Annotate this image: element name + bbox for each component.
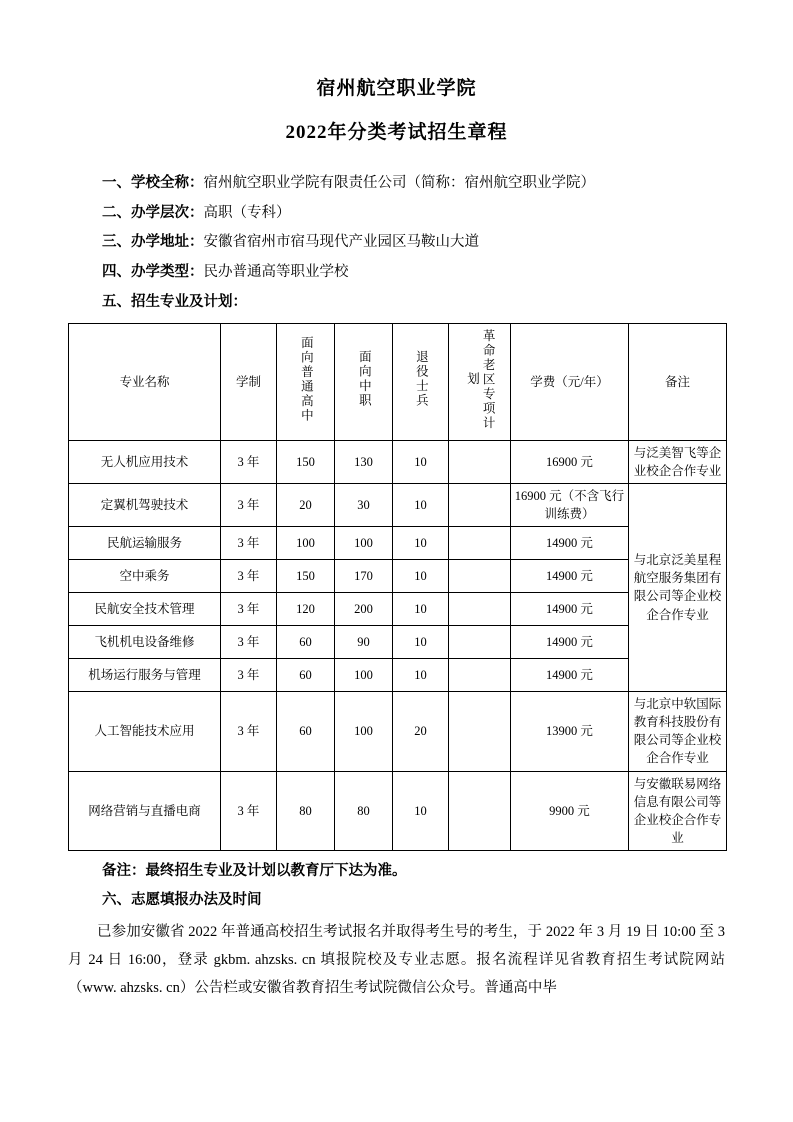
info-value: 宿州航空职业学院有限责任公司（简称：宿州航空职业学院） bbox=[203, 174, 595, 191]
table-header-row bbox=[69, 324, 727, 440]
cell-length: 3 年 bbox=[221, 626, 277, 659]
cell-revolutionary bbox=[449, 626, 511, 659]
header-general-high bbox=[277, 324, 335, 440]
cell-veteran: 10 bbox=[393, 483, 449, 526]
cell-length: 3 年 bbox=[221, 692, 277, 772]
header-revolutionary bbox=[449, 324, 511, 440]
cell-general-high: 120 bbox=[277, 593, 335, 626]
info-line-type bbox=[68, 258, 725, 288]
cell-revolutionary bbox=[449, 593, 511, 626]
header-veteran bbox=[393, 324, 449, 440]
section-six-paragraph: 已参加安徽省 2022 年普通高校招生考试报名并取得考生号的考生，于 2022 年 3 月 19 日 10:00 至 3 月 24 日 16:00，登录 gkbm. ahzsks. cn 填报院校及专业志愿。报名流程详见省教育招生考试院网站（www. ahzsks. cn）公告栏或安徽省教育招生考试院微信公众号。普通高中毕 bbox=[68, 923, 725, 997]
cell-vocational: 170 bbox=[335, 560, 393, 593]
cell-revolutionary bbox=[449, 659, 511, 692]
header-text: 革命老区专项计划 bbox=[465, 328, 496, 431]
cell-revolutionary bbox=[449, 527, 511, 560]
header-text: 面向中职 bbox=[357, 350, 372, 409]
cell-veteran: 10 bbox=[393, 440, 449, 483]
cell-length: 3 年 bbox=[221, 440, 277, 483]
cell-fee: 14900 元 bbox=[511, 527, 629, 560]
cell-veteran: 10 bbox=[393, 659, 449, 692]
table-row bbox=[69, 440, 727, 483]
cell-major: 飞机机电设备维修 bbox=[69, 626, 221, 659]
cell-major: 民航运输服务 bbox=[69, 527, 221, 560]
cell-revolutionary bbox=[449, 692, 511, 772]
header-text: 学费（元/年） bbox=[530, 374, 609, 389]
cell-length: 3 年 bbox=[221, 659, 277, 692]
info-value: 高职（专科） bbox=[203, 204, 291, 221]
cell-major: 网络营销与直播电商 bbox=[69, 771, 221, 851]
cell-fee: 14900 元 bbox=[511, 560, 629, 593]
cell-fee: 14900 元 bbox=[511, 593, 629, 626]
cell-fee: 9900 元 bbox=[511, 771, 629, 851]
cell-veteran: 10 bbox=[393, 593, 449, 626]
header-text: 专业名称 bbox=[119, 374, 170, 389]
cell-general-high: 150 bbox=[277, 440, 335, 483]
cell-length: 3 年 bbox=[221, 593, 277, 626]
cell-vocational: 100 bbox=[335, 692, 393, 772]
cell-revolutionary bbox=[449, 560, 511, 593]
cell-length: 3 年 bbox=[221, 483, 277, 526]
info-line-address bbox=[68, 228, 725, 258]
cell-general-high: 150 bbox=[277, 560, 335, 593]
cell-revolutionary bbox=[449, 440, 511, 483]
cell-vocational: 90 bbox=[335, 626, 393, 659]
info-label: 一、学校全称： bbox=[102, 174, 204, 191]
info-line-level bbox=[68, 199, 725, 229]
cell-major: 定翼机驾驶技术 bbox=[69, 483, 221, 526]
cell-fee: 16900 元（不含飞行训练费） bbox=[511, 483, 629, 526]
info-label: 四、办学类型： bbox=[102, 263, 204, 280]
admission-plan-table bbox=[68, 323, 727, 851]
cell-general-high: 60 bbox=[277, 626, 335, 659]
header-length bbox=[221, 324, 277, 440]
header-vocational bbox=[335, 324, 393, 440]
cell-major: 无人机应用技术 bbox=[69, 440, 221, 483]
info-value: 安徽省宿州市宿马现代产业园区马鞍山大道 bbox=[203, 234, 479, 251]
info-label: 三、办学地址： bbox=[102, 234, 204, 251]
table-note: 备注：最终招生专业及计划以教育厅下达为准。 bbox=[102, 863, 407, 879]
cell-veteran: 10 bbox=[393, 626, 449, 659]
cell-fee: 16900 元 bbox=[511, 440, 629, 483]
table-row bbox=[69, 483, 727, 526]
cell-vocational: 200 bbox=[335, 593, 393, 626]
cell-revolutionary bbox=[449, 483, 511, 526]
cell-remark: 与安徽联易网络信息有限公司等企业校企合作专业 bbox=[629, 771, 727, 851]
header-text: 备注 bbox=[664, 374, 690, 389]
cell-fee: 13900 元 bbox=[511, 692, 629, 772]
header-remark bbox=[629, 324, 727, 440]
cell-remark: 与泛美智飞等企业校企合作专业 bbox=[629, 440, 727, 483]
table-row bbox=[69, 771, 727, 851]
header-text: 面向普通高中 bbox=[299, 335, 314, 423]
header-fee bbox=[511, 324, 629, 440]
cell-general-high: 60 bbox=[277, 692, 335, 772]
cell-vocational: 100 bbox=[335, 527, 393, 560]
cell-general-high: 60 bbox=[277, 659, 335, 692]
cell-revolutionary bbox=[449, 771, 511, 851]
cell-remark: 与北京泛美星程航空服务集团有限公司等企业校企合作专业 bbox=[629, 483, 727, 691]
cell-veteran: 10 bbox=[393, 771, 449, 851]
table-row bbox=[69, 527, 727, 560]
table-row bbox=[69, 593, 727, 626]
cell-major: 民航安全技术管理 bbox=[69, 593, 221, 626]
info-label: 二、办学层次： bbox=[102, 204, 204, 221]
header-text: 学制 bbox=[235, 374, 261, 389]
section-heading-six: 六、志愿填报办法及时间 bbox=[102, 892, 262, 908]
cell-veteran: 10 bbox=[393, 560, 449, 593]
table-row bbox=[69, 560, 727, 593]
cell-general-high: 80 bbox=[277, 771, 335, 851]
info-line-full-name bbox=[68, 169, 725, 199]
info-value: 民办普通高等职业学校 bbox=[203, 263, 349, 280]
cell-vocational: 30 bbox=[335, 483, 393, 526]
cell-remark: 与北京中软国际教育科技股份有限公司等企业校企合作专业 bbox=[629, 692, 727, 772]
page-title: 宿州航空职业学院 bbox=[316, 78, 477, 99]
header-text: 退役士兵 bbox=[414, 350, 429, 409]
cell-major: 机场运行服务与管理 bbox=[69, 659, 221, 692]
table-row bbox=[69, 692, 727, 772]
header-major bbox=[69, 324, 221, 440]
cell-general-high: 100 bbox=[277, 527, 335, 560]
cell-length: 3 年 bbox=[221, 527, 277, 560]
page-subtitle: 2022年分类考试招生章程 bbox=[285, 122, 508, 144]
table-row bbox=[69, 659, 727, 692]
cell-vocational: 130 bbox=[335, 440, 393, 483]
cell-veteran: 20 bbox=[393, 692, 449, 772]
section-heading-five: 五、招生专业及计划： bbox=[102, 293, 247, 310]
cell-fee: 14900 元 bbox=[511, 626, 629, 659]
cell-veteran: 10 bbox=[393, 527, 449, 560]
table-row bbox=[69, 626, 727, 659]
cell-major: 人工智能技术应用 bbox=[69, 692, 221, 772]
school-info-list bbox=[68, 169, 725, 288]
cell-fee: 14900 元 bbox=[511, 659, 629, 692]
cell-length: 3 年 bbox=[221, 560, 277, 593]
cell-vocational: 80 bbox=[335, 771, 393, 851]
cell-major: 空中乘务 bbox=[69, 560, 221, 593]
cell-length: 3 年 bbox=[221, 771, 277, 851]
cell-general-high: 20 bbox=[277, 483, 335, 526]
cell-vocational: 100 bbox=[335, 659, 393, 692]
